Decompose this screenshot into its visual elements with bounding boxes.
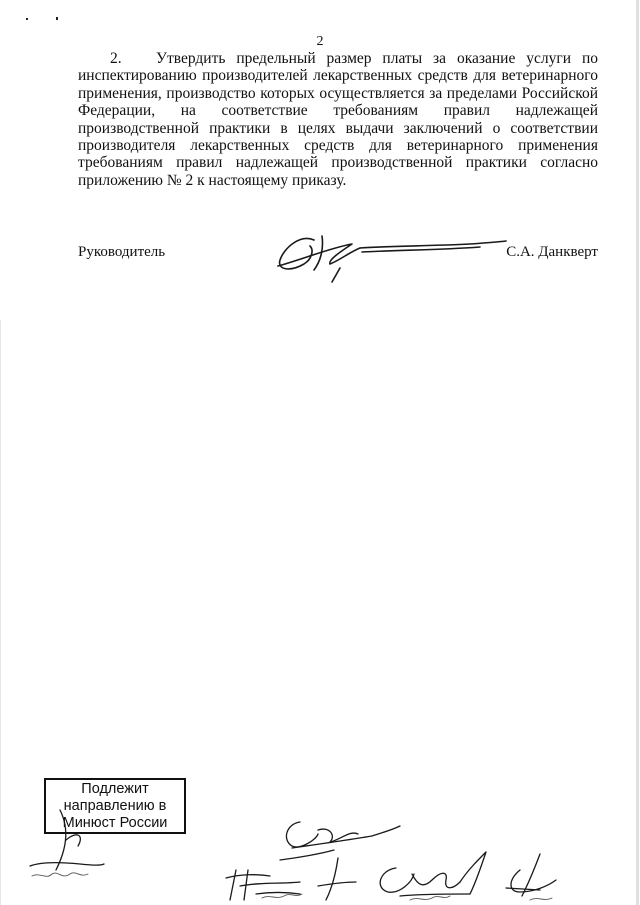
- stamp-line: Подлежит: [81, 781, 149, 797]
- item-number: 2.: [110, 50, 122, 67]
- signer-title: Руководитель: [78, 244, 166, 260]
- scan-edge-shadow: [636, 0, 639, 905]
- paragraph-text: Утвердить предельный размер платы за оказание услуги по инспектированию производителей лекарственных средств для ветеринарного применения, производство которых осуществляется за пределами Российской Федерации, на соответствие требованиям правил надлежащей производственной практики в целях выдачи заключений о соответствии производителя лекарственных средств для ветеринарного применения требованиям правил надлежащей производственной практики согласно приложению № 2 к настоящему приказу.: [78, 50, 598, 189]
- stamp-line: направлению в: [63, 798, 167, 814]
- approval-signatures: [0, 800, 640, 905]
- scan-speck: [56, 17, 58, 20]
- handwritten-signature: [270, 226, 510, 286]
- paragraph-item-2: [78, 50, 598, 189]
- page-number: 2: [316, 34, 324, 49]
- stamp-line: Минюст России: [62, 815, 168, 831]
- scan-speck: [26, 18, 28, 20]
- signer-name: С.А. Данкверт: [506, 244, 598, 260]
